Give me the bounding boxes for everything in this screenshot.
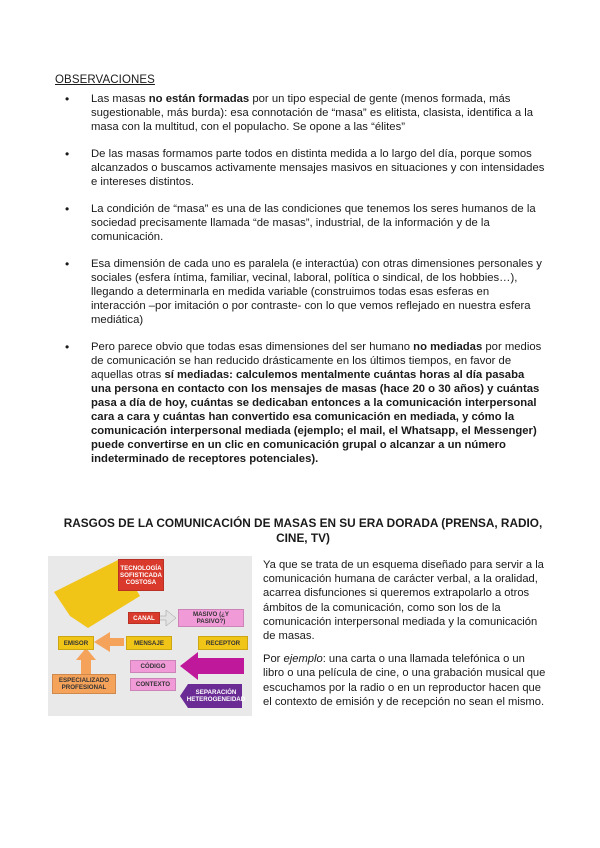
- tecnologia-box: TECNOLOGÍA SOFISTICADA COSTOSA: [118, 559, 164, 591]
- codigo-box: CÓDIGO: [130, 660, 176, 673]
- observaciones-heading: OBSERVACIONES: [55, 74, 155, 86]
- bullet-item: [55, 147, 545, 189]
- bullet-text: La condición de “masa” es una de las condiciones que tenemos los seres humanos de la sociedad precisamente llamada “de masas”, industrial, de la información y de la comunicación.: [91, 203, 536, 243]
- mensaje-box: MENSAJE: [126, 636, 172, 650]
- section-heading: RASGOS DE LA COMUNICACIÓN DE MASAS EN SU ERA DORADA (PRENSA, RADIO, CINE, TV): [63, 516, 543, 545]
- bullet-text: Esa dimensión de cada uno es paralela (e interactúa) con otras dimensiones personales y sociales (esfera íntima, familiar, vecinal, laboral, política o sindical, de los hobbies…), llegando a determinarla en medida variable (construimos todas esas esferas en interacción –por imitación o por contraste- con lo que vemos reflejado en nuestra esfera mediática): [91, 258, 542, 326]
- observaciones-list: [55, 92, 545, 479]
- communication-diagram: [48, 556, 252, 716]
- bullet-text: De las masas formamos parte todos en distinta medida a lo largo del día, porque somos alcanzados o buscamos activamente mensajes masivos en situaciones y con intensidades e intereses distintos.: [91, 148, 545, 188]
- bullet-bold-text: no mediadas: [413, 341, 483, 353]
- p2-italic-word: ejemplo: [283, 653, 323, 666]
- explanation-paragraph-1: Ya que se trata de un esquema diseñado para servir a la comunicación humana de carácter verbal, a la oralidad, acarrea disfunciones si queremos extrapolarlo a otros ámbitos de la comunicación, como son los de la comunicación interpersonal mediada y la comunicación de masas.: [263, 559, 544, 643]
- bullet-bold-text: no están formadas: [148, 93, 250, 105]
- bullet-text: Las masas: [91, 93, 149, 105]
- bullet-item: [55, 257, 545, 327]
- separacion-label: SEPARACIÓN HETEROGENEIDAD: [186, 689, 246, 703]
- asimetrico-arrow: [180, 652, 244, 680]
- bullet-bold-text: sí mediadas: calculemos mentalmente cuántas horas al día pasaba una persona en contacto con los mensajes de masas (hace 20 o 30 años) y cuántas pasa a día de hoy, cuántas se dedicaban entonces a la comunicación interpersonal cara a cara y cuántas han convertido esa comunicación en mediada, y cómo la comunicación interpersonal mediada (ejemplo; el mail, el Whatsapp, el Messenger) puede convertirse en un clic en comunicación grupal o alcanzar a un número indeterminado de receptores potenciales).: [91, 369, 540, 465]
- contexto-box: CONTEXTO: [130, 678, 176, 691]
- bullet-dot-icon: •: [65, 340, 70, 354]
- emisor-arrow: [94, 632, 124, 652]
- canal-box: CANAL: [128, 612, 160, 624]
- diagram-explanation: [263, 558, 548, 718]
- bullet-text: Pero parece obvio que todas esas dimensiones del ser humano: [91, 341, 414, 353]
- explanation-paragraph-2: [263, 652, 548, 709]
- bullet-text: por medios de comunicación se han reducido drásticamente en los últimos tiempos, en favor de aquellas otras: [91, 341, 542, 381]
- bullet-dot-icon: •: [65, 202, 70, 216]
- bullet-dot-icon: •: [65, 257, 70, 271]
- bullet-item: [55, 92, 545, 134]
- bullet-text: por un tipo especial de gente (menos formada, más sugestionable, más burda): esa connotación de “masa” es elitista, clasista, identifica a la masa con la multitud, con el populacho. Se opone a las “élites”: [91, 93, 534, 133]
- receptor-box: RECEPTOR: [198, 636, 248, 650]
- bullet-dot-icon: •: [65, 92, 70, 106]
- p2-text-after: : una carta o una llamada telefónica o un libro o una película de cine, o una grabación musical que escuchamos por la radio o en un reproductor hacen que el contexto de emisión y de recepción no sean el mismo.: [263, 653, 546, 708]
- emisor-box: EMISOR: [58, 636, 94, 650]
- profesional-arrow: [76, 648, 96, 674]
- masivo-box: MASIVO (¿Y PASIVO?): [178, 609, 244, 627]
- bullet-item: [55, 340, 545, 466]
- p2-text-before: Por: [263, 653, 284, 666]
- especializado-box: ESPECIALIZADO PROFESIONAL: [52, 674, 116, 694]
- bullet-dot-icon: •: [65, 147, 70, 161]
- bullet-item: [55, 202, 545, 244]
